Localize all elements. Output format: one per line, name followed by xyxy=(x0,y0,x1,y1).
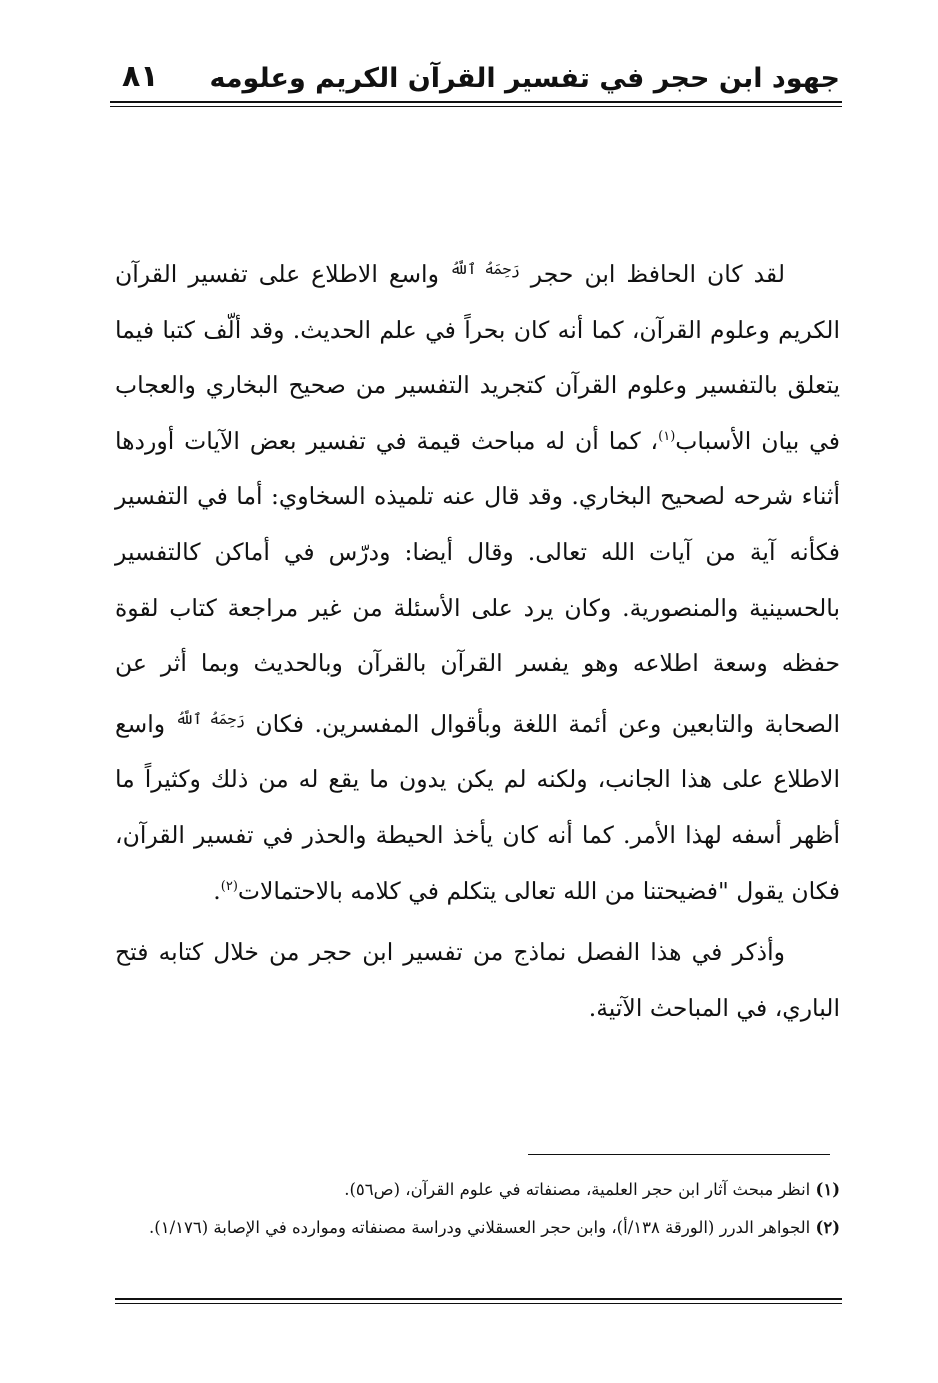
main-text xyxy=(115,242,840,1036)
footer-rule xyxy=(115,1298,842,1300)
footnote-2 xyxy=(115,1210,840,1246)
paragraph-1-segment-1: لقد كان الحافظ ابن حجر xyxy=(530,260,785,288)
footnote-separator xyxy=(528,1154,830,1155)
footnote-number: (١) xyxy=(815,1180,840,1199)
paragraph-1-segment-3: ، كما أن له مباحث قيمة في تفسير بعض الآيات أوردها أثناء شرحه لصحيح البخاري. وقد قال عنه تلميذه السخاوي: أما في التفسير فكأنه آية من آيات الله تعالى. وقال أيضا: ودرّس في أماكن كالتفسير بالحسينية والمنصورية. وكان يرد على الأسئلة من غير مراجعة كتاب لقوة حفظه وسعة اطلاعه وهو يفسر القرآن بالقرآن وبالحديث وبما أثر عن الصحابة والتابعين وعن أئمة اللغة وبأقوال المفسرين. فكان xyxy=(115,426,840,738)
footnote-text: انظر مبحث آثار ابن حجر العلمية، مصنفاته في علوم القرآن، (ص٥٦). xyxy=(344,1180,811,1199)
footnote-ref-2[interactable]: (٢) xyxy=(220,878,238,894)
footnotes xyxy=(115,1172,840,1248)
paragraph-1 xyxy=(115,242,840,919)
paragraph-1-segment-5: . xyxy=(213,876,221,905)
footnote-number: (٢) xyxy=(815,1218,840,1237)
paragraph-2: وأذكر في هذا الفصل نماذج من تفسير ابن حجر من خلال كتابه فتح الباري، في المباحث الآتية. xyxy=(115,938,840,1022)
running-header xyxy=(110,58,840,104)
footnote-ref-1[interactable]: (١) xyxy=(658,428,676,444)
paragraph-1-segment-2: واسع الاطلاع على تفسير القرآن الكريم وعلوم القرآن، كما أنه كان بحراً في علم الحديث. وقد ألّف كتبا فيما يتعلق بالتفسير وعلوم القرآن كتجريد التفسير من صحيح البخاري والعجاب في بيان الأسباب xyxy=(115,260,841,455)
footnote-text: الجواهر الدرر (الورقة ١٣٨/أ)، وابن حجر العسقلاني ودراسة مصنفاته وموارده في الإصابة (١/١٧٦). xyxy=(149,1218,811,1237)
header-rule xyxy=(110,101,842,103)
page-number: ٨١ xyxy=(122,59,159,94)
header-title: جهود ابن حجر في تفسير القرآن الكريم وعلومه xyxy=(209,63,840,94)
honorific-mark: رَحِمَهُ ٱللَّهُ xyxy=(449,260,520,278)
footnote-1 xyxy=(115,1172,840,1208)
paragraph-1-segment-4: واسع الاطلاع على هذا الجانب، ولكنه لم يكن يدون ما يقع له من ذلك وكثيراً ما أظهر أسفه لهذا الأمر. كما أنه كان يأخذ الحيطة والحذر في تفسير القرآن، فكان يقول "فضيحتنا من الله تعالى يتكلم في كلامه بالاحتمالات xyxy=(115,709,840,905)
honorific-mark: رَحِمَهُ ٱللَّهُ xyxy=(175,709,245,728)
